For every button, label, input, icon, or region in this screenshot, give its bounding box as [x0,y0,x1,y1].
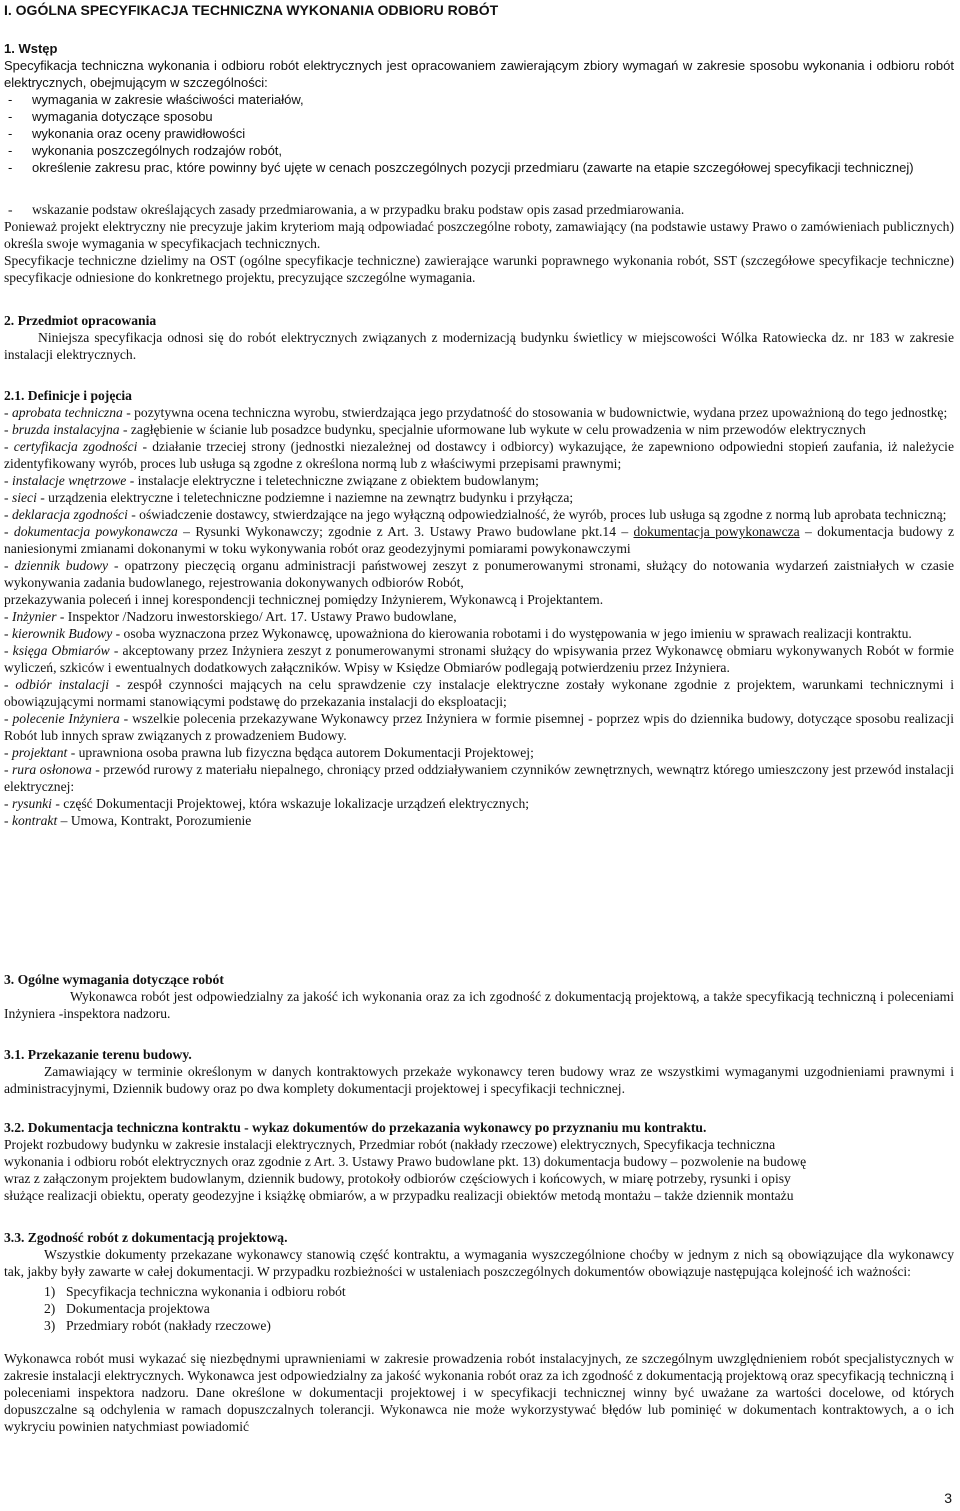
definition: - dziennik budowy - opatrzony pieczęcią organu administracji państwowej zeszyt z ponumerowanymi stronami, służący do notowania wydarzeń zaistniałych w czasie wykonywania zadania budowlanego, rejestrowania dokonywanych odbiorów Robót, [4,558,954,590]
section-3-2-line: wraz z załączonym projektem budowlanym, dziennik budowy, protokoły odbiorów częściowych i końcowych, w miarę potrzeby, rysunki i opisy [4,1171,791,1186]
list-item: - wskazanie podstaw określających zasady przedmiarowania, a w przypadku braku podstaw opis zasad przedmiarowania. [8,202,685,217]
definition: - projektant - uprawniona osoba prawna lub fizyczna będąca autorem Dokumentacji Projektowej; [4,745,534,760]
list-item: - wykonania poszczególnych rodzajów robót, [8,143,283,158]
definition-continued: przekazywania poleceń i innej korespondencji technicznej pomiędzy Inżynierem, Wykonawcą i Projektantem. [4,592,604,607]
list-item: - określenie zakresu prac, które powinny być ujęte w cenach poszczególnych pozycji przedmiaru (zawarte na etapie szczegółowej specyfikacji technicznej) [8,160,914,175]
section-3-1-text: Zamawiający w terminie określonym w danych kontraktowych przekaże wykonawcy teren budowy wraz ze wszystkimi wymaganymi uzgodnieniami prawnymi i administracyjnymi, Dziennik budowy oraz po dwa komplety dokumentacji projektowej i specyfikacji technicznej. [4,1064,954,1096]
list-item: 1) Specyfikacja techniczna wykonania i odbioru robót [44,1284,346,1299]
section-3-1-heading: 3.1. Przekazanie terenu budowy. [4,1047,192,1062]
definition: - rura osłonowa - przewód rurowy z materiału niepalnego, chroniący przed oddziaływaniem czynników zewnętrznych, wewnątrz którego umieszczony jest przewód instalacji elektrycznej: [4,762,954,794]
section-1-heading: 1. Wstęp [4,41,58,56]
definition: - sieci - urządzenia elektryczne i teletechniczne podziemne i naziemne na zewnątrz budynku i przyłącza; [4,490,574,505]
definition: - polecenie Inżyniera - wszelkie polecenia przekazywane Wykonawcy przez Inżyniera w formie pisemnej - poprzez wpis do dziennika budowy, dotyczące sposobu realizacji Robót lub innych spraw związanych z prowadzeniem Budowy. [4,711,954,743]
section-2-1 [4,387,954,829]
section-3-heading: 3. Ogólne wymagania dotyczące robót [4,972,224,987]
page-number: 3 [944,1490,952,1506]
section-3-3-heading: 3.3. Zgodność robót z dokumentacją projektową. [4,1230,288,1245]
section-3-text: Wykonawca robót jest odpowiedzialny za jakość ich wykonania oraz za ich zgodność z dokumentacją projektową, a także specyfikacją techniczną i poleceniami Inżyniera -inspektora nadzoru. [4,989,954,1021]
list-item: 2) Dokumentacja projektowa [44,1301,210,1316]
definition: - instalacje wnętrzowe - instalacje elektryczne i teletechniczne związane z obiektem budowlanym; [4,473,539,488]
section-3 [4,971,954,1022]
document-title: I. OGÓLNA SPECYFIKACJA TECHNICZNA WYKONANIA ODBIORU ROBÓT [4,2,499,18]
section-2-text: Niniejsza specyfikacja odnosi się do robót elektrycznych związanych z modernizacją budynku świetlicy w miejscowości Wólka Ratowiecka dz. nr 183 w zakresie instalacji elektrycznych. [4,330,954,362]
section-1-intro: Specyfikacja techniczna wykonania i odbioru robót elektrycznych jest opracowaniem zawierającym zbiory wymagań w zakresie sposobu wykonania i odbioru robót elektrycznych, obejmującym w szczególności: [4,58,954,90]
section-3-2-heading: 3.2. Dokumentacja techniczna kontraktu - wykaz dokumentów do przekazania wykonawcy po przyznaniu mu kontraktu. [4,1120,707,1135]
section-1-paragraph-3: Specyfikacje techniczne dzielimy na OST (ogólne specyfikacje techniczne) zawierające warunki poprawnego wykonania robót, SST (szczegółowe specyfikacje techniczne) specyfikacje odniesione do konkretnego projektu, precyzujące szczególne wymagania. [4,253,954,285]
section-1-paragraph-2: Ponieważ projekt elektryczny nie precyzuje jakim kryteriom mają odpowiadać poszczególne roboty, zamawiający (na podstawie ustawy Prawo o zamówieniach publicznych) określa swoje wymagania w specyfikacjach technicznych. [4,219,954,251]
section-2-1-heading: 2.1. Definicje i pojęcia [4,388,132,403]
section-3-2-line: wykonania i odbioru robót elektrycznych oraz zgodnie z Art. 3. Ustawy Prawo budowlane pkt. 13) dokumentacja budowy – pozwolenie na budowę [4,1154,807,1169]
definition: - certyfikacja zgodności - działanie trzeciej strony (jednostki niezależnej od dostawcy i odbiorcy) wykazujące, że zapewniono odpowiedni stopień zaufania, iż należycie zidentyfikowany wyrób, proces lub usługa są zgodne z określona normą lub z właściwymi przepisami prawnymi; [4,439,954,471]
section-3-3 [4,1229,954,1435]
section-3-3-paragraph-2: Wykonawca robót musi wykazać się niezbędnymi uprawnieniami w zakresie prowadzenia robót instalacyjnych, ze szczególnym uwzględnieniem robót specjalistycznych w zakresie instalacji elektrycznych. Wykonawca jest odpowiedzialny za jakość wykonania robót oraz za ich zgodność z dokumentacją projektową oraz specyfikacją techniczną i poleceniami inspektora nadzoru. Dane określone w dokumentacji projektowej i w specyfikacji technicznej winny być uważane za wartości docelowe, od których dopuszczalne są odchylenia w ramach dopuszczalnych tolerancji. Wykonawca nie może wykorzystywać błędów lub pominięć w dokumentach kontraktowych, a o ich wykryciu powinien natychmiast powiadomić [4,1351,954,1434]
definition: - kierownik Budowy - osoba wyznaczona przez Wykonawcę, upoważniona do kierowania robotami i do występowania w jego imieniu w sprawach realizacji kontraktu. [4,626,912,641]
section-3-2-line: Projekt rozbudowy budynku w zakresie instalacji elektrycznych, Przedmiar robót (nakłady rzeczowe) elektrycznych, Specyfikacja techniczna [4,1137,776,1152]
definition: - Inżynier - Inspektor /Nadzoru inwestorskiego/ Art. 17. Ustawy Prawo budowlane, [4,609,457,624]
definition: - deklaracja zgodności - oświadczenie dostawcy, stwierdzające na jego wyłączną odpowiedzialność, że wyrób, proces lub usługa są zgodne z normą lub aprobata techniczną; [4,507,947,522]
definition: - dokumentacja powykonawcza – Rysunki Wykonawczy; zgodnie z Art. 3. Ustawy Prawo budowlane pkt.14 – dokumentacja powykonawcza – dokumentacja budowy z naniesionymi zmianami dokonanymi w toku wykonywania robót oraz geodezyjnymi pomiarami powykonawczymi [4,524,954,556]
section-3-2-line: służące realizacji obiektu, operaty geodezyjne i książkę obmiarów, a w przypadku realizacji obiektów metodą montażu – także dziennik montażu [4,1188,794,1203]
section-3-3-text: Wszystkie dokumenty przekazane wykonawcy stanowią część kontraktu, a wymagania wyszczególnione choćby w jednym z nich są obowiązujące dla wykonawcy tak, jakby były zawarte w całej dokumentacji. W przypadku rozbieżności w ustaleniach poszczególnych dokumentów obowiązuje następująca kolejność ich ważności: [4,1247,954,1279]
definition: - rysunki - część Dokumentacji Projektowej, która wskazuje lokalizacje urządzeń elektrycznych; [4,796,530,811]
definition: - bruzda instalacyjna - zagłębienie w ścianie lub posadzce budynku, specjalnie uformowane lub wykute w celu prowadzenia w nim przewodów elektrycznych [4,422,866,437]
section-3-1 [4,1046,954,1097]
list-item: - wykonania oraz oceny prawidłowości [8,126,246,141]
section-2-heading: 2. Przedmiot opracowania [4,313,157,328]
definition: - kontrakt – Umowa, Kontrakt, Porozumienie [4,813,252,828]
section-2 [4,312,954,363]
list-item: - wymagania dotyczące sposobu [8,109,213,124]
definition: - odbiór instalacji - zespół czynności mających na celu sprawdzenie czy instalacje elektryczne zostały wykonane zgodnie z projektem, warunkami technicznymi i obowiązującymi normami stanowiącymi podstawę do przekazania instalacji do eksploatacji; [4,677,954,709]
list-item: 3) Przedmiary robót (nakłady rzeczowe) [44,1318,271,1333]
definition: - aprobata techniczna - pozytywna ocena techniczna wyrobu, stwierdzająca jego przydatność do stosowania w budownictwie, wydana przez upoważnioną do tego jednostkę; [4,405,948,420]
definition: - księga Obmiarów - akceptowany przez Inżyniera zeszyt z ponumerowanymi stronami służący do wpisywania przez Wykonawcę obmiaru wykonywanych Robót w formie wyliczeń, szkiców i ewentualnych dodatkowych załączników. Wpisy w Księdze Obmiarów podlegają potwierdzeniu przez Inżyniera. [4,643,954,675]
section-3-2 [4,1119,954,1204]
section-1-cont [4,201,954,286]
section-1 [4,40,954,176]
list-item: - wymagania w zakresie właściwości materiałów, [8,92,304,107]
